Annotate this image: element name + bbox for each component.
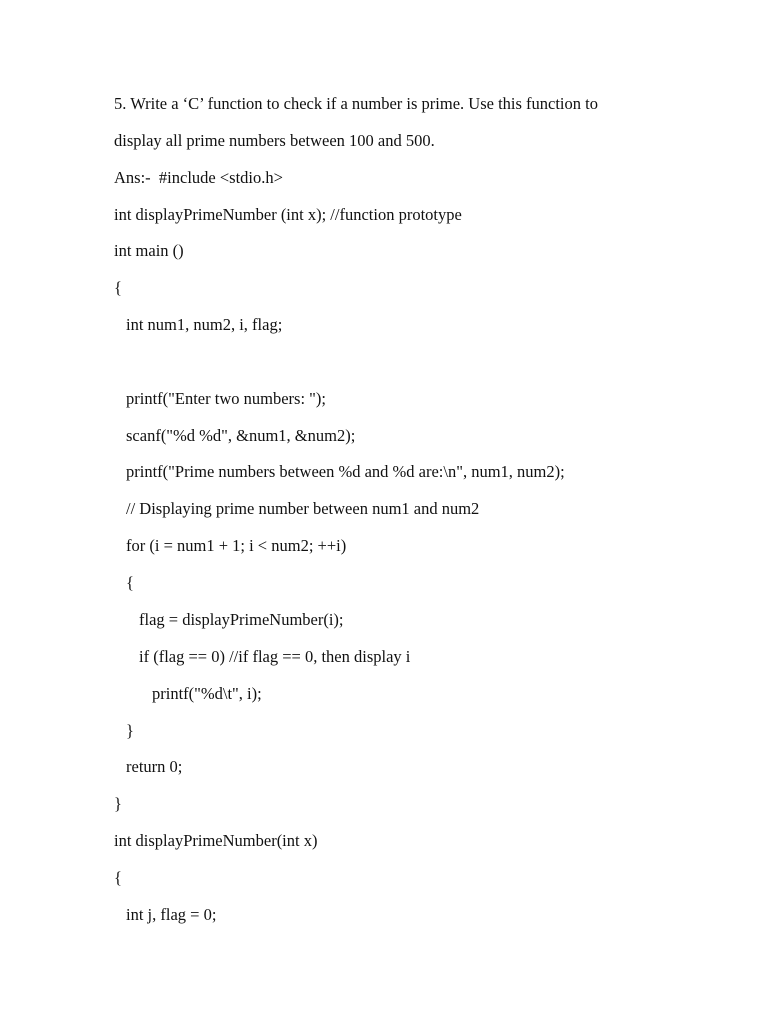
code-line: } [114, 794, 122, 813]
code-line: { [114, 868, 122, 887]
question-line-1: 5. Write a ‘C’ function to check if a number is prime. Use this function to [114, 94, 598, 113]
code-line: int num1, num2, i, flag; [126, 315, 283, 334]
code-line: printf("Enter two numbers: "); [126, 389, 326, 408]
code-line: printf("%d\t", i); [152, 684, 262, 703]
answer-label-include: Ans:- #include <stdio.h> [114, 168, 283, 187]
code-line: printf("Prime numbers between %d and %d are:\n", num1, num2); [126, 462, 565, 481]
code-line: { [126, 573, 134, 592]
code-comment-line: // Displaying prime number between num1 and num2 [126, 499, 480, 518]
code-line: } [126, 721, 134, 740]
code-line: int displayPrimeNumber(int x) [114, 831, 318, 850]
code-line: { [114, 278, 122, 297]
code-line: scanf("%d %d", &num1, &num2); [126, 426, 356, 445]
code-line: flag = displayPrimeNumber(i); [139, 610, 344, 629]
code-line: int j, flag = 0; [126, 905, 217, 924]
code-line: int displayPrimeNumber (int x); //function prototype [114, 205, 462, 224]
code-line: int main () [114, 241, 184, 260]
code-line: for (i = num1 + 1; i < num2; ++i) [126, 536, 347, 555]
code-line: if (flag == 0) //if flag == 0, then display i [139, 647, 411, 666]
question-line-2: display all prime numbers between 100 and 500. [114, 131, 435, 150]
code-line: return 0; [126, 757, 183, 776]
